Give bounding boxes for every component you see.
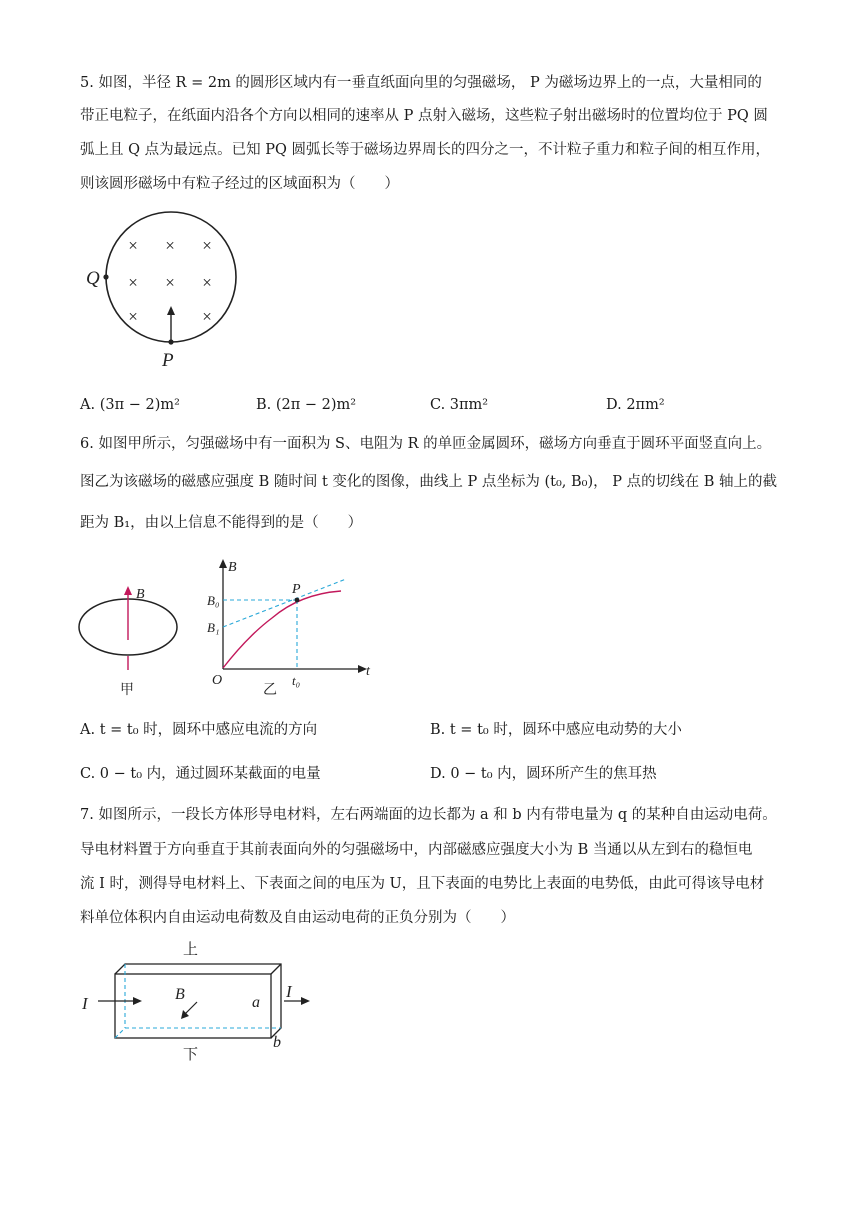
q5-line-2: 带正电粒子，在纸面内沿各个方向以相同的速率从 P 点射入磁场，这些粒子射出磁场时的位置均位于 PQ 圆 (80, 108, 768, 124)
cross-mark: × (202, 273, 212, 292)
label-p: P (292, 582, 301, 597)
caption-yi: 乙 (263, 683, 277, 698)
q7-line-4: 料单位体积内自由运动电荷数及自由运动电荷的正负分别为（ ） (80, 910, 515, 926)
q7-line-3: 流 I 时，测得导电材料上、下表面之间的电压为 U，且下表面的电势比上表面的电势低，由此可得该导电材 (80, 876, 765, 892)
q5-line-3: 弧上且 Q 点为最远点。已知 PQ 圆弧长等于磁场边界周长的四分之一，不计粒子重力和粒子间的相互作用， (80, 142, 770, 158)
label-b: B (136, 587, 145, 602)
q5-option-b[interactable]: B. (2π − 2)m² (256, 397, 357, 413)
label-b1: B₁ (207, 620, 220, 635)
q5-line-4: 则该圆形磁场中有粒子经过的区域面积为（ ） (80, 176, 399, 192)
label-q: Q (86, 268, 100, 289)
q6-line-3: 距为 B₁，由以上信息不能得到的是（ ） (80, 515, 363, 531)
q5-magnetic-field-figure (80, 208, 260, 378)
cross-mark: × (128, 273, 138, 292)
b-curve (223, 591, 341, 668)
q6-option-a[interactable]: A. t = t₀ 时，圆环中感应电流的方向 (80, 722, 318, 738)
q6-line-1: 6. 如图甲所示，匀强磁场中有一面积为 S、电阻为 R 的单匝金属圆环，磁场方向垂直于圆环平面竖直向上。 (80, 436, 772, 452)
label-origin: O (212, 673, 223, 688)
label-b0: B₀ (207, 593, 220, 608)
label-a: a (252, 994, 260, 1011)
point-p (295, 598, 300, 603)
q5-option-a[interactable]: A. (3π − 2)m² (80, 397, 180, 413)
label-b-axis: B (228, 560, 237, 575)
q6-option-b[interactable]: B. t = t₀ 时，圆环中感应电动势的大小 (430, 722, 682, 738)
q6-option-c[interactable]: C. 0 − t₀ 内，通过圆环某截面的电量 (80, 766, 321, 782)
cross-mark: × (128, 307, 138, 326)
cross-mark: × (202, 307, 212, 326)
tangent-line (223, 579, 346, 627)
q7-line-1: 7. 如图所示，一段长方体形导电材料，左右两端面的边长都为 a 和 b 内有带电量为 q 的某种自由运动电荷。 (80, 807, 777, 823)
q6-option-d[interactable]: D. 0 − t₀ 内，圆环所产生的焦耳热 (430, 766, 657, 782)
point-p (168, 339, 173, 344)
box-corner-edge (271, 964, 281, 974)
q6-b-t-graph (200, 556, 380, 702)
hidden-edge-diagonal (115, 1028, 125, 1038)
label-p: P (162, 350, 174, 371)
cross-mark: × (165, 236, 175, 255)
q5-line-1: 5. 如图，半径 R = 2m 的圆形区域内有一垂直纸面向里的匀强磁场， P 为磁场边界上的一点，大量相同的 (80, 75, 762, 91)
label-bottom: 下 (183, 1047, 199, 1063)
cross-mark: × (165, 273, 175, 292)
point-q (103, 274, 108, 279)
q7-conductor-figure (76, 935, 326, 1065)
cross-mark: × (128, 236, 138, 255)
label-b-field: B (175, 986, 185, 1003)
q6-line-2: 图乙为该磁场的磁感应强度 B 随时间 t 变化的图像，曲线上 P 点坐标为 (t₀, B₀)， P 点的切线在 B 轴上的截 (80, 474, 777, 490)
q6-ring-figure (76, 580, 186, 700)
q5-option-d[interactable]: D. 2πm² (606, 397, 665, 413)
current-arrow-left-head (133, 997, 142, 1005)
current-arrow-right-head (301, 997, 310, 1005)
field-arrow-head (124, 586, 132, 595)
label-b-edge: b (273, 1034, 281, 1051)
q5-option-c[interactable]: C. 3πm² (430, 397, 489, 413)
arrow-head (167, 306, 175, 315)
q7-line-2: 导电材料置于方向垂直于其前表面向外的匀强磁场中，内部磁感应强度大小为 B 当通以从左到右的稳恒电 (80, 842, 753, 858)
label-current-right: I (286, 982, 292, 1001)
caption-jia: 甲 (120, 683, 134, 698)
label-current-left: I (82, 994, 88, 1013)
b-axis-arrow (219, 559, 227, 568)
label-top: 上 (183, 942, 199, 958)
label-t0: t₀ (292, 673, 301, 688)
cross-mark: × (202, 236, 212, 255)
label-t-axis: t (366, 664, 370, 679)
